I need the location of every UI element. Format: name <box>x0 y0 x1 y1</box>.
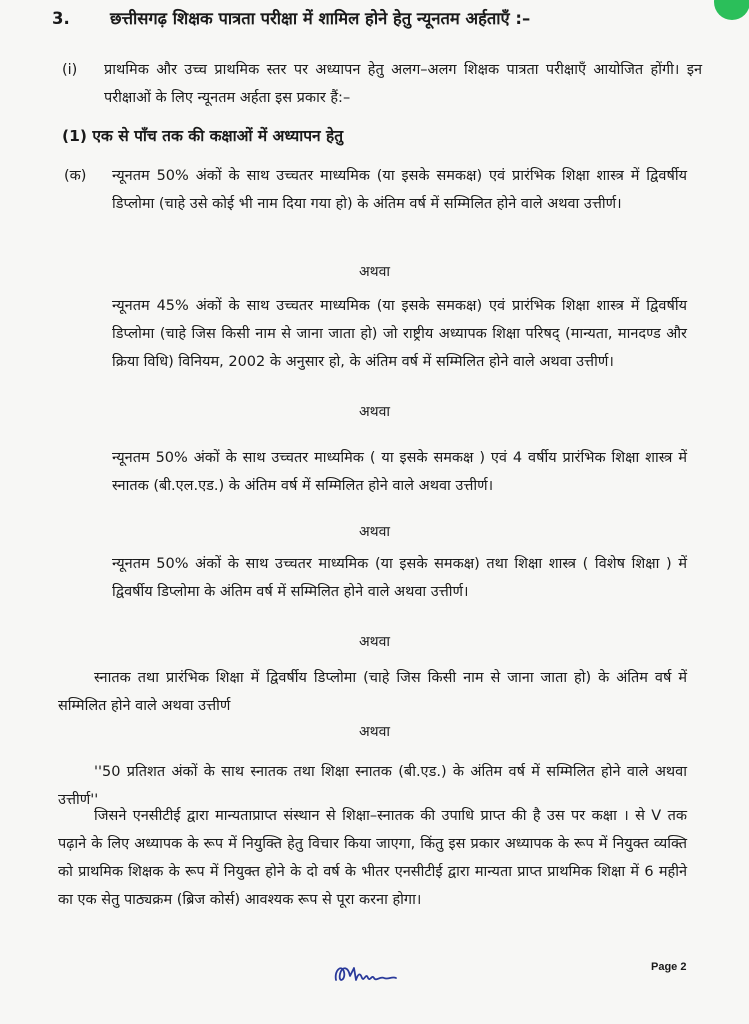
section-title: छत्तीसगढ़ शिक्षक पात्रता परीक्षा में शामिल होने हेतु न्यूनतम अर्हताएँ :– <box>110 9 531 28</box>
paragraph-2: न्यूनतम 45% अंकों के साथ उच्चतर माध्यमिक (या इसके समकक्ष) एवं प्रारंभिक शिक्षा शास्त्र में द्विवर्षीय डिप्लोमा (चाहे जिस किसी नाम से जाना जाता हो) जो राष्ट्रीय अध्यापक शिक्षा परिषद् (मान्यता, मानदण्ड और क्रिया विधि) विनियम, 2002 के अनुसार हो, के अंतिम वर्ष में सम्मिलित होने वाले अथवा उत्तीर्ण। <box>112 298 687 370</box>
handwritten-signature <box>330 960 402 988</box>
section-number: 3. <box>52 9 70 28</box>
section-heading <box>52 6 530 29</box>
subsection-text: प्राथमिक और उच्च प्राथमिक स्तर पर अध्यापन हेतु अलग–अलग शिक्षक पात्रता परीक्षाएँ आयोजित होंगी। इन परीक्षाओं के लिए न्यूनतम अर्हता इस प्रकार हैं:– <box>104 62 702 106</box>
athva-divider: अथवा <box>358 264 391 280</box>
paragraph-5: स्नातक तथा प्रारंभिक शिक्षा में द्विवर्षीय डिप्लोमा (चाहे जिस किसी नाम से जाना जाता हो) के अंतिम वर्ष में सम्मिलित होने वाले अथवा उत्तीर्ण <box>58 670 687 714</box>
page-number: Page 2 <box>651 961 687 973</box>
corner-badge-icon <box>712 0 749 22</box>
athva-divider: अथवा <box>358 524 391 540</box>
paragraph-6: ''50 प्रतिशत अंकों के साथ स्नातक तथा शिक्षा स्नातक (बी.एड.) के अंतिम वर्ष में सम्मिलित होने वाले अथवा उत्तीर्ण'' <box>58 764 687 808</box>
subsection-1-heading: (1) एक से पाँच तक की कक्षाओं में अध्यापन हेतु <box>62 127 344 145</box>
subsection-i <box>62 56 702 112</box>
paragraph-7: जिसने एनसीटीई द्वारा मान्यताप्राप्त संस्थान से शिक्षा–स्नातक की उपाधि प्राप्त की है उस पर कक्षा । से V तक पढ़ाने के लिए अध्यापक के रूप में नियुक्ति हेतु विचार किया जाएगा, किंतु इस प्रकार अध्यापक के रूप में नियुक्त व्यक्ति को प्राथमिक शिक्षक के रूप में नियुक्त होने के दो वर्ष के भीतर एनसीटीई द्वारा मान्यता प्राप्त प्राथमिक शिक्षा में 6 महीने का एक सेतु पाठ्यक्रम (ब्रिज कोर्स) आवश्यक रूप से पूरा करना होगा। <box>58 808 687 908</box>
paragraph-4: न्यूनतम 50% अंकों के साथ उच्चतर माध्यमिक (या इसके समकक्ष) तथा शिक्षा शास्त्र ( विशेष शिक्षा ) में द्विवर्षीय डिप्लोमा के अंतिम वर्ष में सम्मिलित होने वाले अथवा उत्तीर्ण। <box>112 556 687 600</box>
subsection-label: (i) <box>62 62 78 78</box>
athva-divider: अथवा <box>358 724 391 740</box>
paragraph-ka-label: (क) <box>64 168 87 184</box>
athva-divider: अथवा <box>358 404 391 420</box>
paragraph-3: न्यूनतम 50% अंकों के साथ उच्चतर माध्यमिक ( या इसके समकक्ष ) एवं 4 वर्षीय प्रारंभिक शिक्षा शास्त्र में स्नातक (बी.एल.एड.) के अंतिम वर्ष में सम्मिलित होने वाले अथवा उत्तीर्ण। <box>112 450 687 494</box>
paragraph-ka <box>64 162 687 218</box>
athva-divider: अथवा <box>358 634 391 650</box>
paragraph-ka-text: न्यूनतम 50% अंकों के साथ उच्चतर माध्यमिक (या इसके समकक्ष) एवं प्रारंभिक शिक्षा शास्त्र में द्विवर्षीय डिप्लोमा (चाहे उसे कोई भी नाम दिया गया हो) के अंतिम वर्ष में सम्मिलित होने वाले अथवा उत्तीर्ण। <box>112 168 687 212</box>
